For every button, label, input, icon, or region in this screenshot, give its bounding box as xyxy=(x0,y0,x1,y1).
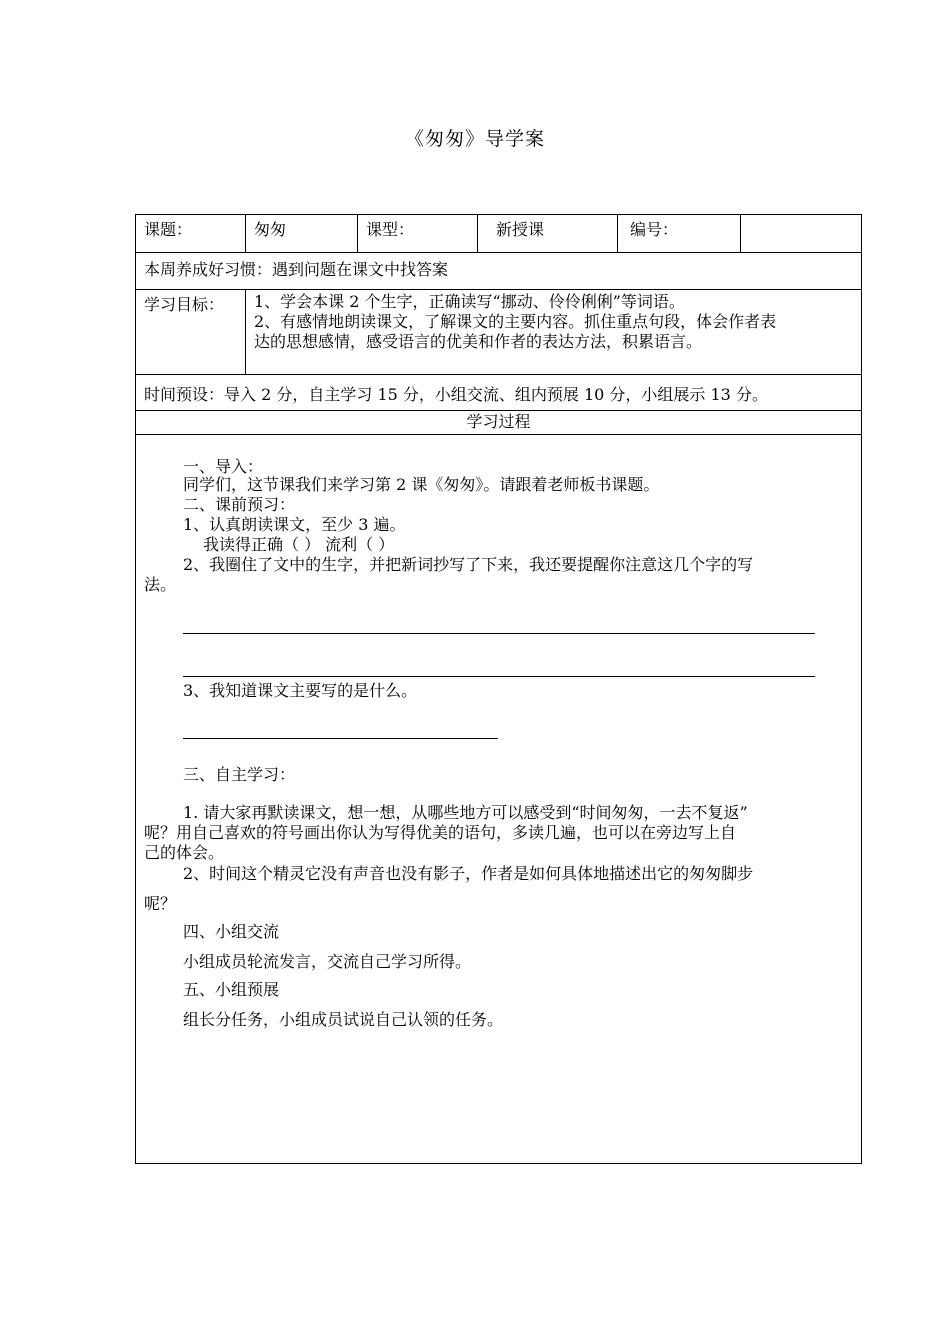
section-2-question-2-line-2: 法。 xyxy=(144,575,177,594)
section-3-question-2-line-1: 2、时间这个精灵它没有声音也没有影子，作者是如何具体地描述出它的匆匆脚步 xyxy=(183,864,754,883)
study-guide-table xyxy=(135,214,862,1164)
objectives-row xyxy=(136,290,861,375)
objectives-label: 学习目标： xyxy=(144,295,225,314)
answer-line-3[interactable] xyxy=(183,738,498,739)
objective-1: 1、学会本课 2 个生字，正确读写“挪动、伶伶俐俐”等词语。 xyxy=(254,292,685,311)
reading-check: 我读得正确（ ） 流利（ ） xyxy=(203,535,395,554)
process-heading: 学习过程 xyxy=(466,412,531,431)
objective-2-line-1: 2、有感情地朗读课文，了解课文的主要内容。抓住重点句段，体会作者表 xyxy=(254,312,777,331)
page-title: 《匆匆》导学案 xyxy=(404,128,545,150)
section-3-question-1-line-2: 呢？用自己喜欢的符号画出你认为写得优美的语句，多读几遍，也可以在旁边写上自 xyxy=(144,823,737,842)
habit-text: 本周养成好习惯：遇到问题在课文中找答案 xyxy=(144,260,449,279)
section-1-heading: 一、导入： xyxy=(183,457,264,476)
time-plan-text: 时间预设：导入 2 分，自主学习 15 分，小组交流、组内预展 10 分，小组展示 13 分。 xyxy=(144,385,768,404)
type-value: 新授课 xyxy=(477,215,617,252)
process-heading-row xyxy=(136,411,861,435)
section-5-heading: 五、小组预展 xyxy=(183,980,280,999)
section-3-question-1-line-3: 己的体会。 xyxy=(144,843,225,862)
time-plan-row xyxy=(136,375,861,411)
type-label: 课型： xyxy=(357,215,477,252)
section-4-text: 小组成员轮流发言，交流自己学习所得。 xyxy=(183,952,472,971)
header-row xyxy=(136,215,861,253)
number-label: 编号： xyxy=(617,215,740,252)
answer-line-2[interactable] xyxy=(183,676,815,677)
section-2-heading: 二、课前预习： xyxy=(183,495,296,514)
section-2-question-2-line-1: 2、我圈住了文中的生字，并把新词抄写了下来，我还要提醒你注意这几个字的写 xyxy=(183,555,754,574)
section-4-heading: 四、小组交流 xyxy=(183,922,280,941)
section-2-question-1: 1、认真朗读课文，至少 3 遍。 xyxy=(183,515,406,534)
habit-row xyxy=(136,253,861,290)
objective-2-line-2: 达的思想感情，感受语言的优美和作者的表达方法，积累语言。 xyxy=(254,332,703,351)
section-3-question-1-line-1: 1. 请大家再默读课文，想一想，从哪些地方可以感受到“时间匆匆，一去不复返” xyxy=(183,803,748,822)
number-value[interactable] xyxy=(740,215,863,252)
topic-label: 课题： xyxy=(144,220,193,239)
section-1-text: 同学们，这节课我们来学习第 2 课《匆匆》。请跟着老师板书课题。 xyxy=(183,475,660,494)
answer-line-1[interactable] xyxy=(183,633,815,634)
objectives-content xyxy=(245,290,863,374)
section-5-text: 组长分任务，小组成员试说自己认领的任务。 xyxy=(183,1010,504,1029)
section-3-heading: 三、自主学习： xyxy=(183,765,296,784)
process-content xyxy=(136,435,861,1165)
section-2-question-3: 3、我知道课文主要写的是什么。 xyxy=(183,681,418,700)
topic-value: 匆匆 xyxy=(245,215,357,252)
section-3-question-2-line-2: 呢？ xyxy=(144,894,177,913)
